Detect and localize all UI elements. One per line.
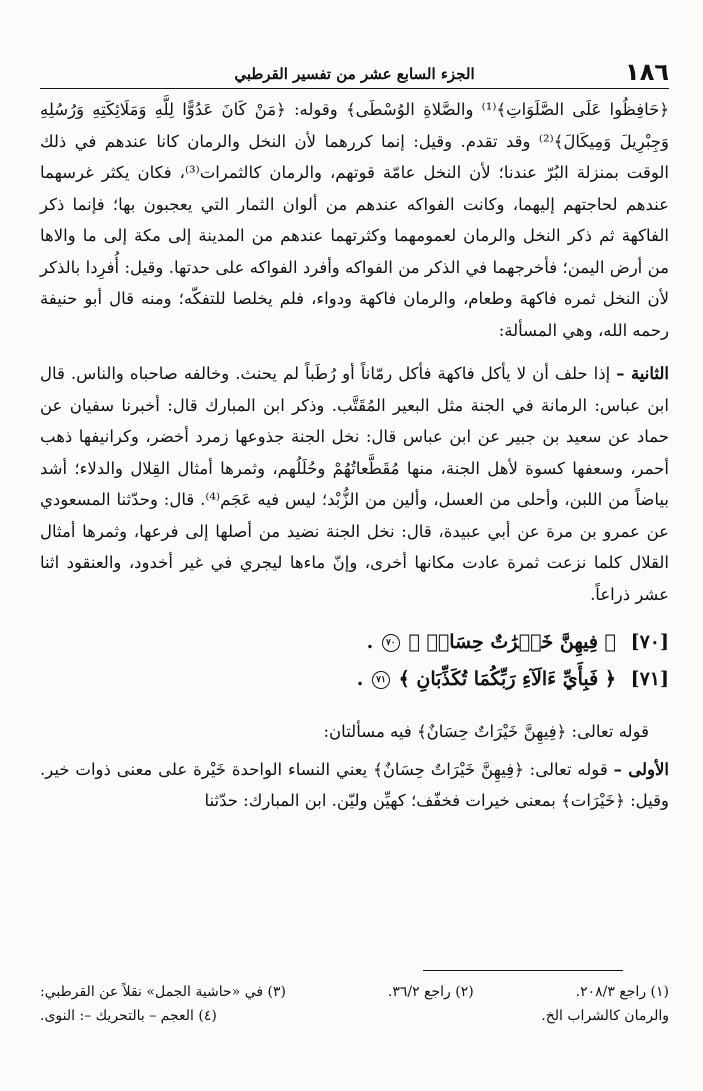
page-number: ١٨٦ bbox=[625, 58, 669, 86]
verse-70: [٧٠] ﴿ فِيهِنَّ خَيۡرَٰتٌ حِسَانٞ ﴾ ٧٠ . bbox=[40, 624, 669, 661]
page-header bbox=[40, 58, 669, 89]
ayah-marker-icon: ٧٠ bbox=[382, 634, 400, 652]
verses-block bbox=[40, 624, 669, 698]
paragraph-second-text: إذا حلف أن لا يأكل فاكهة فأكل رمّاناً أو رُطَباً لم يحنث. وخالفه صاحباه والناس. قال ابن عباس: الرمانة في الجنة مثل البعير المُقَتَّب. وذكر ابن المبارك قال: أخبرنا سفيان عن حماد عن سعيد بن جبير عن ابن عباس قال: نخل الجنة جذوعها زمرد أخضر، وكرانيفها ذهب أحمر، وسعفها كسوة لأهل الجنة، منها مُقَطَّعاتُهُمْ وحُلَلُهم، وثمرها أمثال القِلال والدلاء؛ أشد بياضاً من اللبن، وأحلى من العسل، وألين من الزُّبْد؛ ليس فيه عَجَم⁽⁴⁾. قال: وحدّثنا المسعودي عن عمرو بن مرة عن أبي عبيدة، قال: نخل الجنة نضيد من أصلها إلى فرعها، وثمرها أمثال القلال كلما نزعت ثمرة عادت مكانها أخرى، وإنّ ماءها ليجري في غير أخدود، والعنقود اثنا عشر ذراعاً. bbox=[40, 364, 669, 604]
verse-71-number: [٧١] bbox=[630, 668, 669, 690]
main-text bbox=[40, 94, 669, 817]
verse-70-number: [٧٠] bbox=[630, 631, 669, 653]
verse-70-text: ﴿ فِيهِنَّ خَيۡرَٰتٌ حِسَانٞ ﴾ bbox=[408, 631, 616, 653]
footnotes bbox=[40, 980, 669, 1028]
paragraph-second-issue bbox=[40, 358, 669, 610]
ayah-marker-icon: ٧١ bbox=[372, 671, 390, 689]
footnote-3: (٣) في «حاشية الجمل» نقلاً عن القرطبي: bbox=[40, 984, 286, 1000]
verse-71-text: ﴿ فَبِأَيِّ ءَالَآءِ رَبِّكُمَا تُكَذِّبَانِ ﴾ bbox=[398, 668, 616, 690]
footnote-row-1 bbox=[40, 980, 669, 1004]
running-title: الجزء السابع عشر من تفسير القرطبي bbox=[234, 65, 475, 83]
verse-71: [٧١] ﴿ فَبِأَيِّ ءَالَآءِ رَبِّكُمَا تُكَذِّبَانِ ﴾ ٧١ . bbox=[40, 661, 669, 698]
paragraph-first-text: قوله تعالى: ﴿فِيهِنَّ خَيْرَاتٌ حِسَانٌ﴾ يعني النساء الواحدة خَيْرة على معنى ذوات خير. وقيل: ﴿خَيْرَات﴾ بمعنى خيرات فخفّف؛ كهيِّن وليّن. ابن المبارك: حدّثنا bbox=[40, 759, 669, 810]
question-heading: قوله تعالى: ﴿فِيهِنَّ خَيْرَاتٌ حِسَانٌ﴾ فيه مسألتان: bbox=[323, 722, 649, 741]
issue-label-first: الأولى – bbox=[613, 759, 669, 779]
footnote-divider bbox=[423, 970, 623, 971]
footnote-4: (٤) العجم – بالتحريك –: النوى. bbox=[40, 1008, 217, 1024]
footnote-1: (١) راجع ٢٠٨/٣. bbox=[575, 984, 669, 1000]
paragraph-intro: ﴿حَافِظُوا عَلَى الصَّلَوَاتِ﴾⁽¹⁾ والصَّلاةِ الوُسْطَى﴾ وقوله: ﴿مَنْ كَانَ عَدُوًّا لِلَّهِ وَمَلَائِكَتِهِ وَرُسُلِهِ وَجِبْرِيلَ وَمِيكَالَ﴾⁽²⁾ وقد تقدم. وقيل: إنما كررهما لأن النخل والرمان كانا عندهم في ذلك الوقت بمنزلة البُرّ عندنا؛ لأن النخل عامّة قوتهم، والرمان كالثمرات⁽³⁾، فكان يكثر غرسهما عندهم لحاجتهم إليهما، وكانت الفواكه عندهم من ألوان الثمار التي يعجبون بها؛ فإنما ذكر الفاكهة ثم ذكر النخل والرمان لعمومهما وكثرتهما عندهم من المدينة إلى مكة إلى ما والاها من أرض اليمن؛ فأخرجهما في الذكر من الفواكه وأفرد الفواكه على حدتها. وقيل: أُفرِدا بالذكر لأن النخل ثمره فاكهة وطعام، والرمان فاكهة ودواء، فلم يخلصا للتفكّه؛ ومنه قال أبو حنيفة رحمه الله، وهي المسألة: bbox=[40, 100, 669, 340]
footnote-3-continued: والرمان كالشراب الخ. bbox=[541, 1008, 669, 1024]
paragraph-first-issue bbox=[40, 754, 669, 817]
footnote-row-2 bbox=[40, 1004, 669, 1028]
footnote-2: (٢) راجع ٣٦/٢. bbox=[387, 984, 474, 1000]
issue-label-second: الثانية – bbox=[616, 364, 669, 383]
